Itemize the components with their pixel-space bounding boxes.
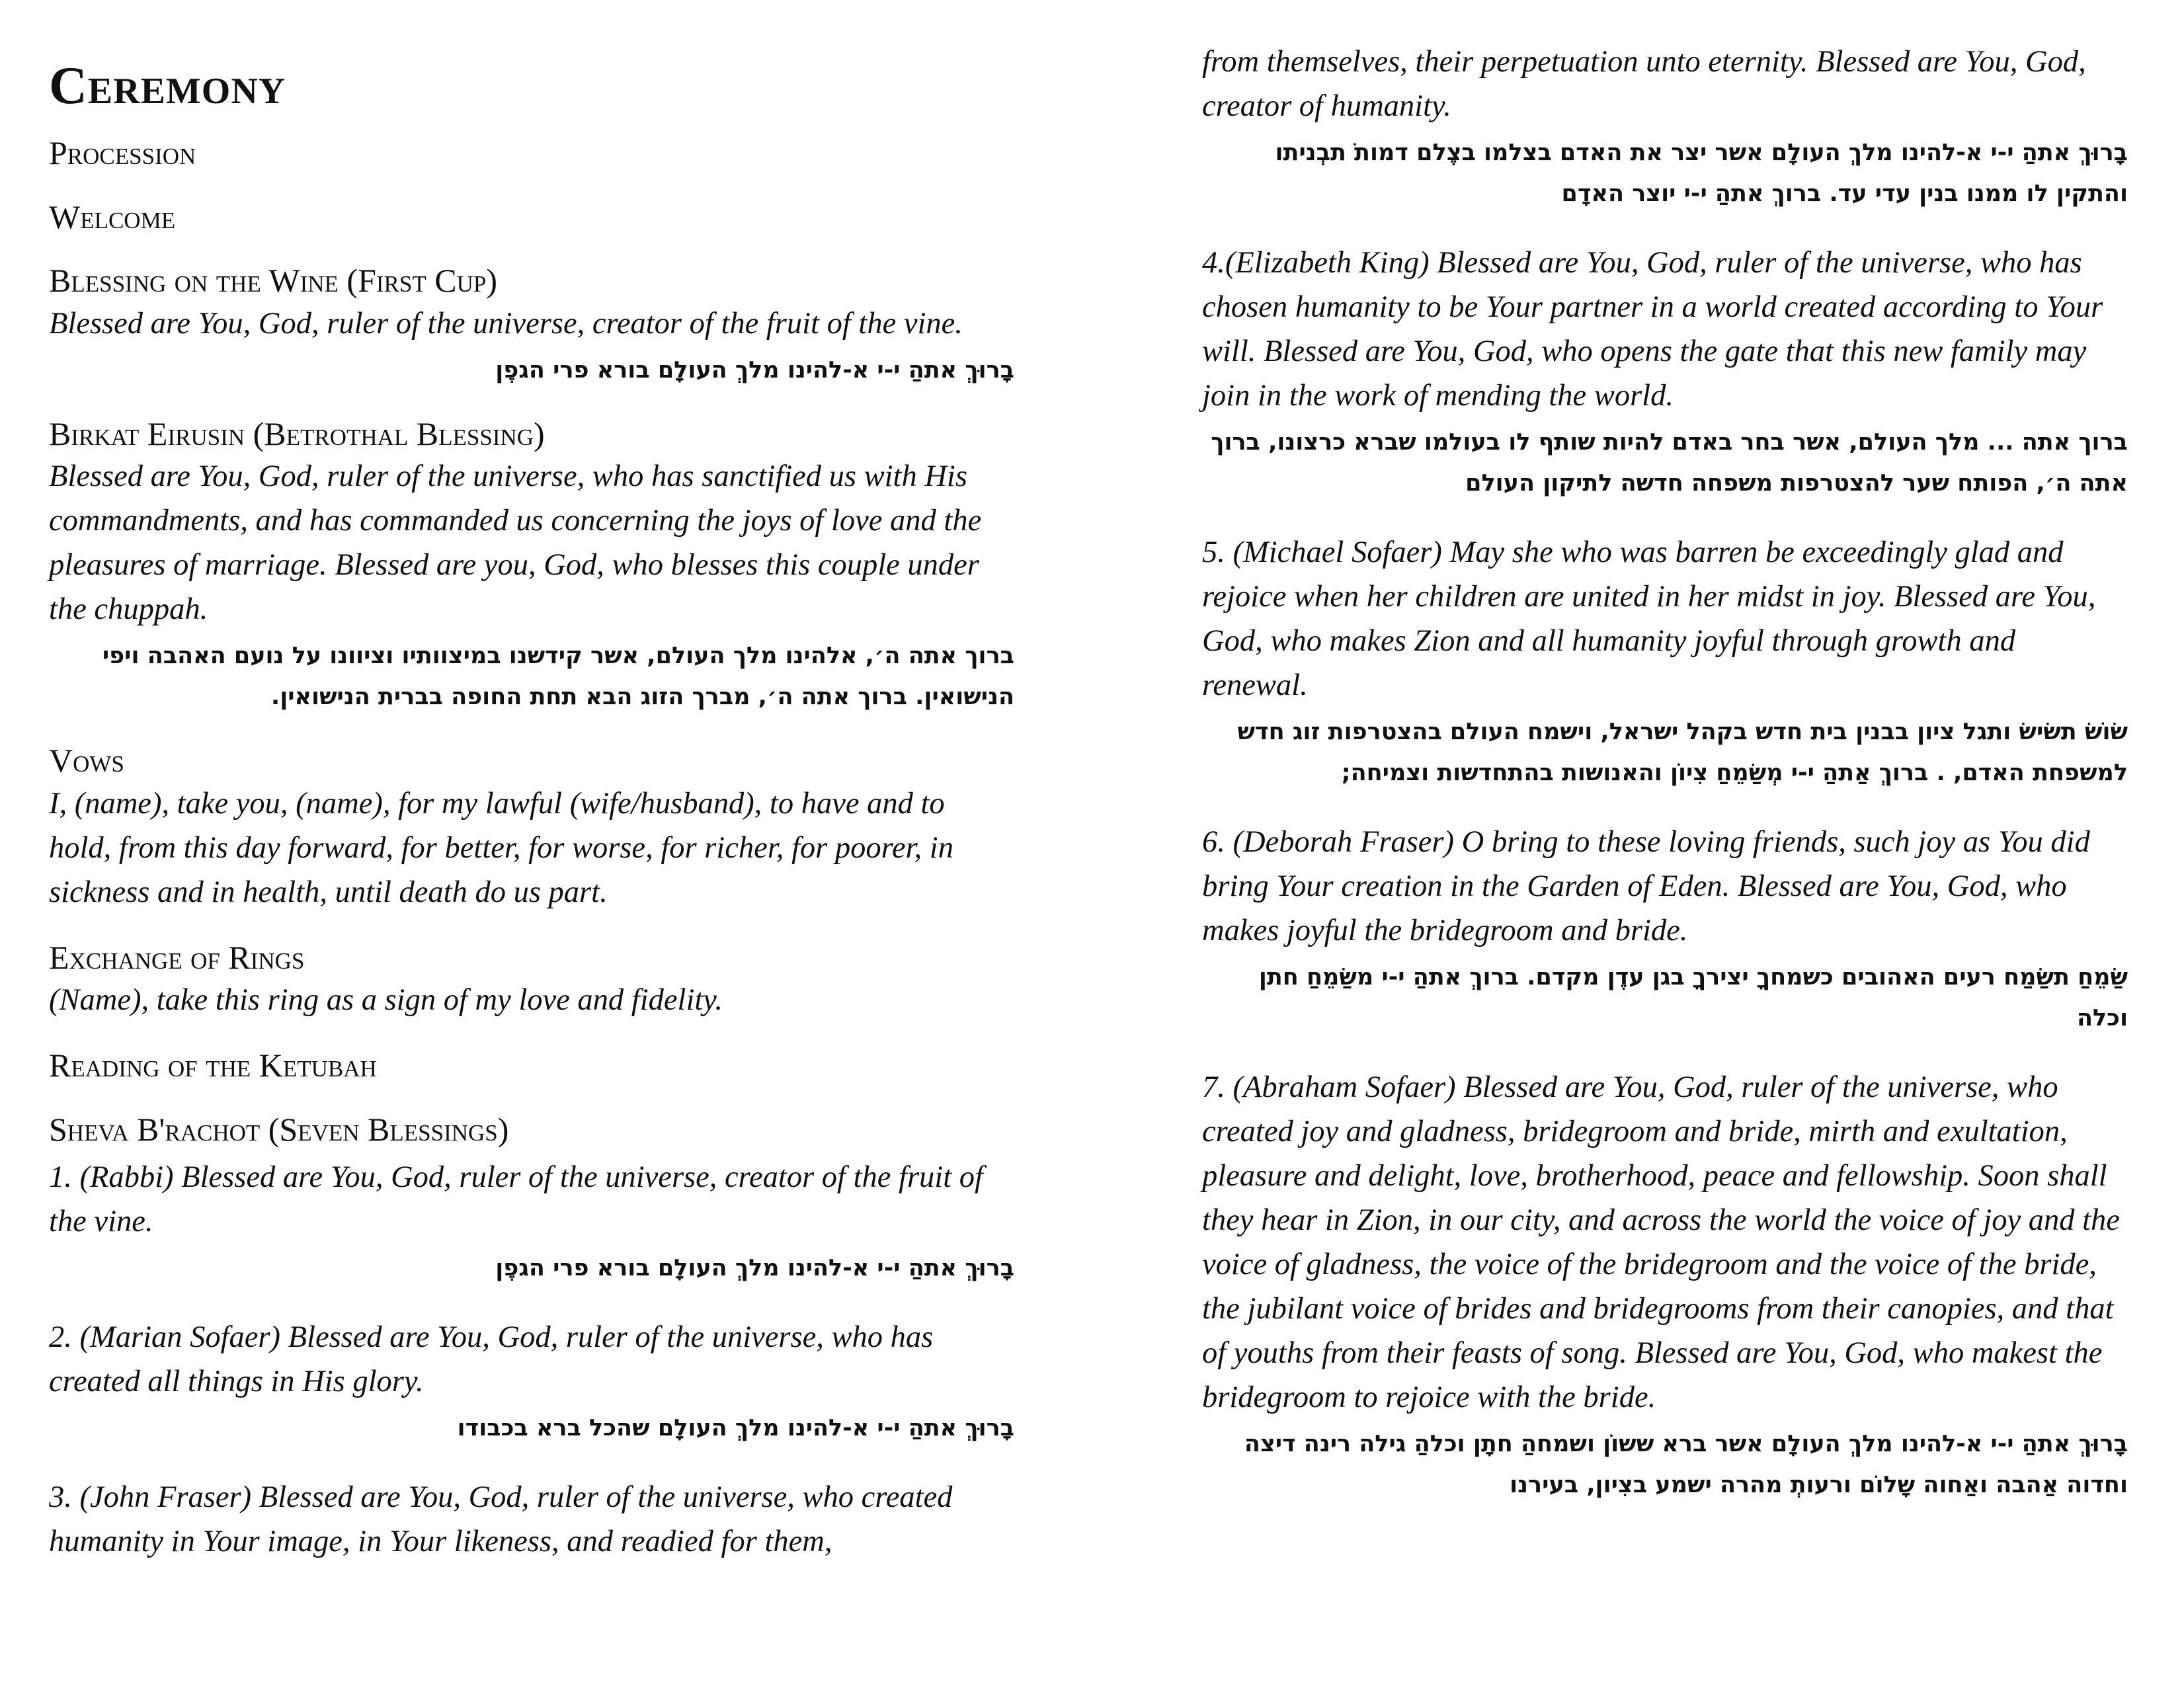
english-text: (Name), take this ring as a sign of my love and fidelity. — [49, 983, 723, 1017]
section-heading: Sheva B'rachot (Seven Blessings) — [49, 1110, 509, 1148]
section-seven-blessings — [49, 1109, 1014, 1150]
blessing-3-continued — [1202, 40, 2128, 214]
section-heading: Birkat Eirusin (Betrothal Blessing) — [49, 415, 545, 452]
hebrew-text: ברוך אתה ה׳, אלהינו מלך העולם, אשר קידשנו במיצוותיו וציוונו על נועם האהבה ויפי הנישואין. ברוך אתה ה׳, מברך הזוג הבא תחת החופה בברית הנישואין. — [102, 643, 1014, 710]
blessing-5 — [1202, 530, 2128, 793]
hebrew-text: בָרוּךְ אתהַ י-י א-להינו מלךְ העולָם שהכל ברא בכבודו — [457, 1415, 1014, 1441]
section-vows — [49, 740, 1014, 914]
english-text: Blessed are You, God, ruler of the universe, who has sanctified us with His commandments, and has commanded us concerning the joys of love and the pleasures of marriage. Blessed are you, God, who blesses this couple under the chuppah. — [49, 460, 982, 626]
blessing-7 — [1202, 1065, 2128, 1505]
section-heading: Reading of the Ketubah — [49, 1047, 377, 1084]
english-text: 7. (Abraham Sofaer) Blessed are You, God, ruler of the universe, who created joy and gladness, bridegroom and bride, mirth and exultation, pleasure and delight, love, brotherhood, peace and fellowship. Soon shall they hear in Zion, in our city, and across the world the voice of joy and the voice of gladness, the voice of the bridegroom and the voice of the bride, the jubilant voice of brides and bridegrooms from their canopies, and that of youths from their feasts of song. Blessed are You, God, who makest the bridegroom to rejoice with the bride. — [1202, 1070, 2120, 1414]
hebrew-text: שׂוֹשׂ תשׂישׂ ותגל ציון בבנין בית חדש בקהל ישראל, וישמח העולם בהצטרפות זוג חדש למשפחת האדם, . ברוךְ אַתהַ י-י מְשַׂמֵחַ צִיוֹן והאנושות בהתחדשות וצמיחה; — [1237, 719, 2128, 786]
section-wine-blessing — [49, 260, 1014, 391]
page-title: Ceremony — [49, 57, 286, 115]
hebrew-text: בָרוּךְ אתהַ י-י א-להינו מלךְ העולָם בורא פרי הגפֶן — [495, 356, 1014, 383]
section-rings — [49, 937, 1014, 1023]
english-text: 2. (Marian Sofaer) Blessed are You, God, ruler of the universe, who has created all things in His glory. — [49, 1320, 934, 1398]
section-heading: Procession — [49, 134, 196, 171]
blessing-2 — [49, 1315, 1014, 1449]
blessing-1 — [49, 1155, 1014, 1289]
section-heading: Vows — [49, 742, 124, 779]
english-text: 6. (Deborah Fraser) O bring to these loving friends, such joy as You did bring Your creation in the Garden of Eden. Blessed are You, God, who makes joyful the bridegroom and bride. — [1202, 825, 2090, 947]
english-text: 5. (Michael Sofaer) May she who was barren be exceedingly glad and rejoice when her children are united in her midst in joy. Blessed are You, God, who makes Zion and all humanity joyful through growth and renewal. — [1202, 536, 2096, 702]
hebrew-text: בָרוּךְ אתהַ י-י א-להינו מלךְ העולָם אשר ברא ששוֹן ושמחהַ חתָן וכלהַ גילה רינה דיצה וחדוה אַהבה ואַחוה שָלוֹם ורעותְ מהרה ישמע בצִיון, בעירנו — [1244, 1431, 2128, 1498]
section-heading: Welcome — [49, 198, 176, 235]
blessing-6 — [1202, 820, 2128, 1039]
english-text: I, (name), take you, (name), for my lawful (wife/husband), to have and to hold, from this day forward, for better, for worse, for richer, for poorer, in sickness and in health, until death do us part. — [49, 786, 953, 909]
left-column — [49, 0, 1014, 1590]
english-text: 4.(Elizabeth King) Blessed are You, God, ruler of the universe, who has chosen humanity to be Your partner in a world created according to Your will. Blessed are You, God, who opens the gate that this new family may join in the work of mending the world. — [1202, 246, 2103, 413]
english-text: Blessed are You, God, ruler of the universe, creator of the fruit of the vine. — [49, 306, 963, 341]
right-column — [1202, 0, 2128, 1532]
section-betrothal-blessing — [49, 413, 1014, 718]
hebrew-text: ברוך אתה ... מלך העולם, אשר בחר באדם להיות שותף לו בעולמו שברא כרצונו, ברוך אתה ה׳, הפותח שער להצטרפות משפחה חדשה לתיקון העולם — [1211, 429, 2128, 497]
hebrew-text: בָרוּךְ אתהַ י-י א-להינו מלךְ העולָם אשר יצר את האדם בצלמו בצֶלם דמותֹ תבְניתו והתקין לו ממנו בנין עדי עד. ברוךְ אתהַ י-י יוצר האדָם — [1275, 140, 2128, 207]
english-text: from themselves, their perpetuation unto eternity. Blessed are You, God, creator of humanity. — [1202, 45, 2086, 123]
blessing-4 — [1202, 241, 2128, 504]
blessing-3 — [49, 1475, 1014, 1564]
english-text: 1. (Rabbi) Blessed are You, God, ruler of the universe, creator of the fruit of the vine. — [49, 1160, 983, 1238]
section-welcome — [49, 196, 1014, 238]
section-heading: Exchange of Rings — [49, 938, 305, 976]
section-heading: Blessing on the Wine (First Cup) — [49, 262, 497, 299]
hebrew-text: שַׂמֵחַ תשַׂמַח רעים האהובים כשמחךָ יצירךָ בגן עדֶן מקדם. ברוךְ אתהַ י-י משַׂמֵחַ חתן וכלה — [1258, 964, 2128, 1031]
section-ketubah — [49, 1045, 1014, 1086]
english-text: 3. (John Fraser) Blessed are You, God, ruler of the universe, who created humanity in Your image, in Your likeness, and readied for them, — [49, 1480, 953, 1558]
section-procession — [49, 132, 1014, 174]
hebrew-text: בָרוּךְ אתהַ י-י א-להינו מלךְ העולָם בורא פרי הגפֶן — [495, 1255, 1014, 1281]
